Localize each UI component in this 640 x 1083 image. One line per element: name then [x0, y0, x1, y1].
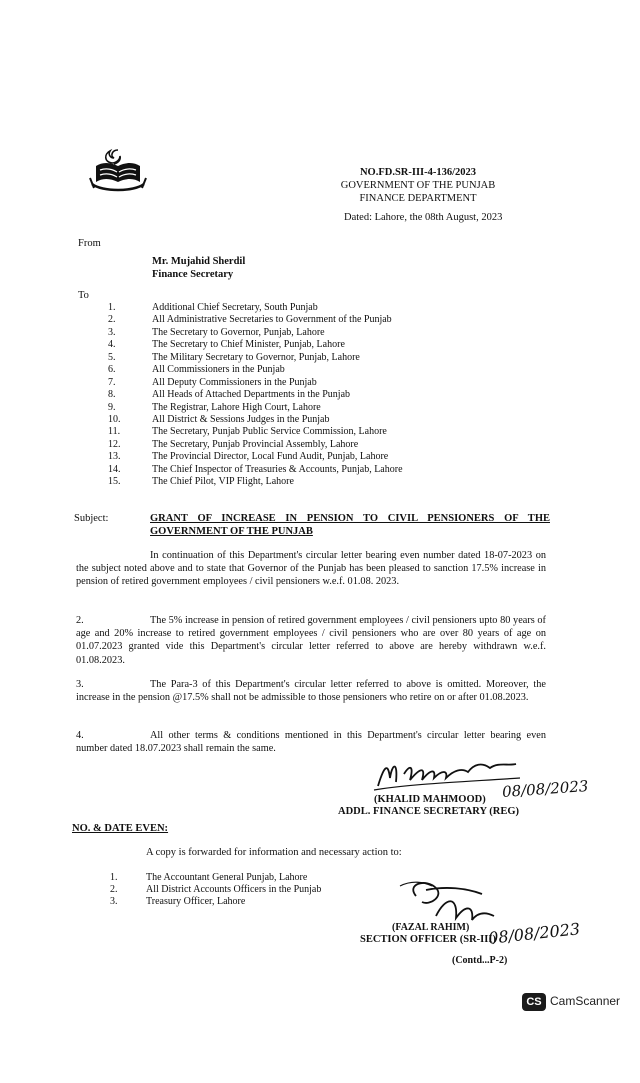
paragraph-2: The 5% increase in pension of retired government employees / civil pensioners upto 80 years of age and 20% increase to retired government employees / civil pensioners who are over 80 years of age on 01.07.2023 granted vide this Department's circular letter referred to above are hereby withdrawn w.e.f. 01.08.2023. [76, 615, 546, 666]
list-item: 4. The Secretary to Chief Minister, Punjab, Lahore [108, 339, 345, 351]
list-item: 1. The Accountant General Punjab, Lahore [110, 872, 308, 883]
list-item: 8. All Heads of Attached Departments in the Punjab [108, 389, 351, 401]
paragraph-1: In continuation of this Department's circular letter bearing even number dated 18-07-2023 on the subject noted above and to state that Governor of the Punjab has been pleased to sanction 17.5% increase in pension of retired government employees / civil pensioners w.e.f. 01.08. 2023. [76, 550, 546, 588]
list-item: 11. The Secretary, Punjab Public Service Commission, Lahore [108, 426, 387, 438]
signatory-1-name: (KHALID MAHMOOD) [374, 794, 486, 805]
list-item: 12. The Secretary, Punjab Provincial Assembly, Lahore [108, 438, 359, 450]
copy-intro: A copy is forwarded for information and necessary action to: [146, 847, 402, 858]
reference-number: NO.FD.SR-III-4-136/2023 [359, 167, 477, 178]
paragraph-4-number: 4. [76, 730, 84, 741]
recipient-list [108, 302, 568, 489]
sender-name: Mr. Mujahid Sherdil [152, 256, 246, 267]
continued-note: (Contd...P-2) [452, 955, 508, 966]
subject-line-2: GOVERNMENT OF THE PUNJAB [150, 526, 313, 537]
paragraph-4: All other terms & conditions mentioned in this Department's circular letter bearing even number dated 18.07.2023 shall remain the same. [76, 730, 546, 755]
punjab-emblem-logo [88, 148, 148, 194]
list-item: 6. All Commissioners in the Punjab [108, 364, 285, 376]
paragraph-3: The Para-3 of this Department's circular letter referred to above is omitted. Moreover, the increase in the pension @17.5% shall not be admissible to those pensioners who retire on or after 01.08.2023. [76, 679, 546, 704]
list-item: 2. All District Accounts Officers in the Punjab [110, 884, 322, 895]
list-item: 14. The Chief Inspector of Treasuries & Accounts, Punjab, Lahore [108, 463, 403, 475]
list-item: 10. All District & Sessions Judges in the Punjab [108, 413, 330, 425]
department-name: FINANCE DEPARTMENT [359, 193, 477, 204]
paragraph-2-number: 2. [76, 615, 84, 626]
from-label: From [78, 238, 101, 249]
signatory-2-title: SECTION OFFICER (SR-III) [360, 934, 496, 945]
signatory-2-name: (FAZAL RAHIM) [392, 922, 470, 933]
copy-heading: NO. & DATE EVEN: [72, 823, 169, 834]
list-item: 5. The Military Secretary to Governor, Punjab, Lahore [108, 351, 360, 363]
list-item: 15. The Chief Pilot, VIP Flight, Lahore [108, 476, 294, 488]
camscanner-watermark: CamScanner [550, 994, 621, 1008]
list-item: 3. Treasury Officer, Lahore [110, 896, 246, 907]
subject-line-1: GRANT OF INCREASE IN PENSION TO CIVIL PENSIONERS OF THE [150, 513, 550, 524]
government-name: GOVERNMENT OF THE PUNJAB [340, 180, 496, 191]
signature-1-date: 08/08/2023 [501, 777, 589, 801]
list-item: 13. The Provincial Director, Local Fund Audit, Punjab, Lahore [108, 451, 389, 463]
copy-recipient-list [110, 872, 321, 908]
paragraph-3-number: 3. [76, 679, 84, 690]
sender-title: Finance Secretary [152, 269, 234, 280]
list-item: 2. All Administrative Secretaries to Government of the Punjab [108, 314, 392, 326]
subject-label: Subject: [74, 513, 109, 524]
signature-2-date: 08/08/2023 [487, 919, 581, 948]
list-item: 1. Additional Chief Secretary, South Punjab [108, 302, 318, 313]
to-label: To [78, 290, 89, 301]
subject-heading [150, 512, 550, 538]
camscanner-logo-icon: CS [522, 993, 546, 1011]
letter-date: Dated: Lahore, the 08th August, 2023 [344, 212, 503, 223]
list-item: 7. All Deputy Commissioners in the Punjab [108, 376, 317, 388]
list-item: 3. The Secretary to Governor, Punjab, Lahore [108, 326, 325, 338]
signatory-1-title: ADDL. FINANCE SECRETARY (REG) [338, 806, 520, 817]
list-item: 9. The Registrar, Lahore High Court, Lahore [108, 401, 321, 413]
